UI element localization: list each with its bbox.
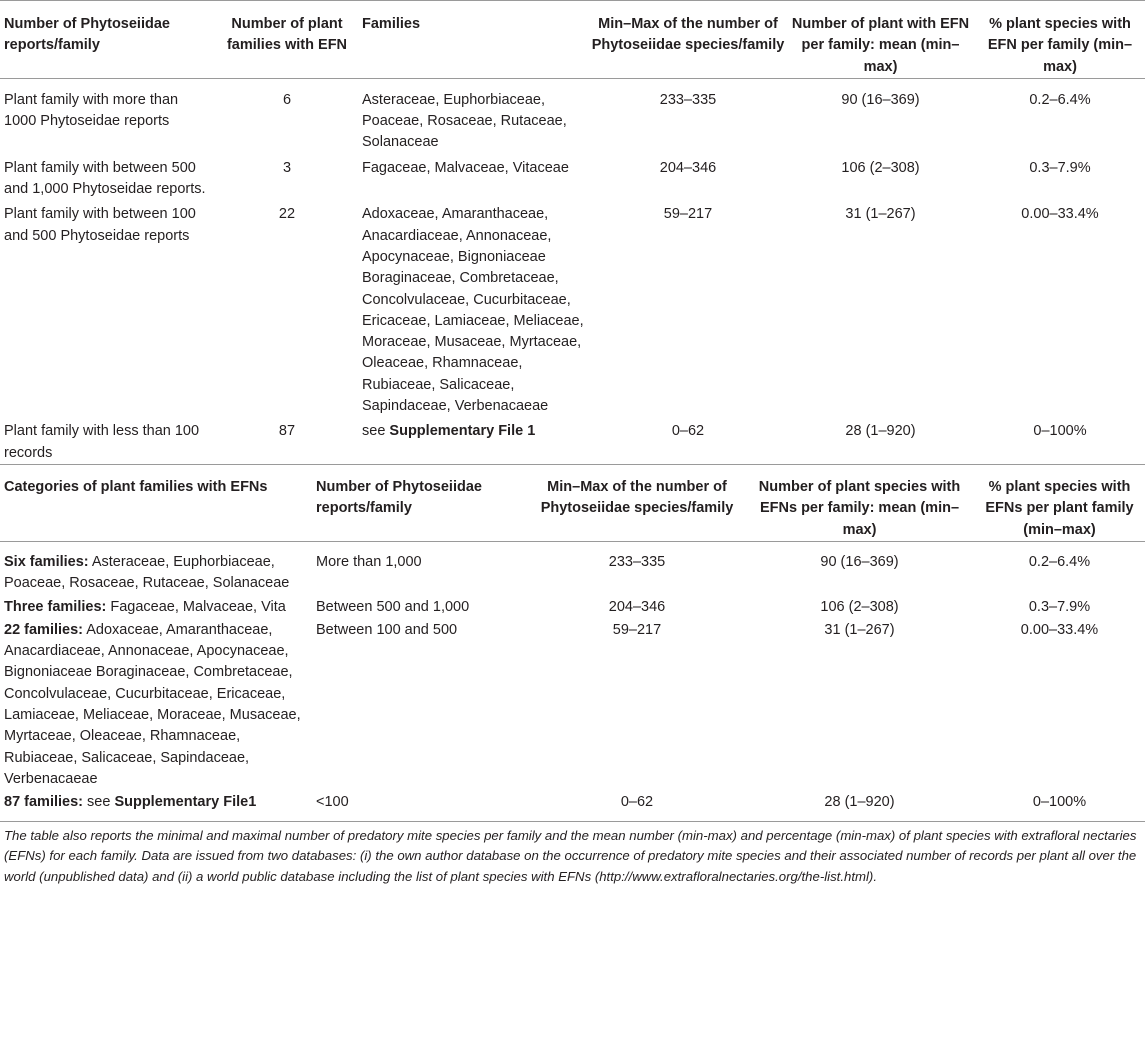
- row-category: Plant family with between 100 and 500 Phytoseidae reports: [4, 206, 196, 244]
- row-mean: 90 (16–369): [841, 91, 920, 108]
- table-phytoseiidae-reports: [0, 0, 1145, 464]
- header-percent-species: % plant species with EFNs per plant family (min–max): [985, 478, 1134, 538]
- row-reports: <100: [316, 794, 349, 811]
- row-category: [0, 595, 316, 618]
- table-header-row: [0, 1, 1145, 79]
- row-families: [362, 154, 590, 201]
- table-row: [0, 618, 1145, 790]
- table-row: [0, 417, 1145, 464]
- table-header-row: [0, 464, 1145, 541]
- row-min-max: 59–217: [612, 621, 662, 638]
- row-category: [0, 541, 316, 594]
- row-family-count: 87: [278, 423, 296, 440]
- row-percent: 0.00–33.4%: [1021, 206, 1099, 223]
- row-mean: 31 (1–267): [824, 621, 895, 638]
- row-category: Plant family with between 500 and 1,000 Phytoseidae reports.: [4, 159, 206, 198]
- row-min-max: 0–62: [620, 794, 654, 811]
- families-text: Adoxaceae, Amaranthaceae, Anacardiaceae, Annonaceae, Apocynaceae, Bignoniaceae Boraginaceae, Combretaceae, Concolvulaceae, Cucurbitaceae, Ericaceae, Lamiaceae, Meliaceae, Moraceae, Musaceae, Myrtaceae, Oleaceae, Rhamnaceae, Rubiaceae, Salicaceae, Sapindaceae, Verbenacaeae: [362, 206, 584, 415]
- header-min-max-species: Min–Max of the number of Phytoseiidae species/family: [540, 478, 734, 517]
- row-families: [362, 417, 590, 464]
- table-row: [0, 154, 1145, 201]
- table-row: [0, 595, 1145, 618]
- families-text: Asteraceae, Euphorbiaceae, Poaceae, Rosaceae, Rutaceae, Solanaceae: [362, 91, 567, 151]
- row-families: [362, 200, 590, 417]
- header-plant-families-count: Number of plant families with EFN: [226, 16, 348, 54]
- row-percent: 0.3–7.9%: [1028, 598, 1091, 615]
- row-min-max: 59–217: [663, 206, 713, 223]
- category-label-bold: 22 families:: [4, 621, 83, 638]
- category-label-text: see: [83, 794, 115, 811]
- header-min-max-species: Min–Max of the number of Phytoseiidae species/family: [591, 16, 785, 54]
- row-mean: 28 (1–920): [824, 794, 895, 811]
- row-family-count: 3: [282, 159, 292, 176]
- category-label-bold: Three families:: [4, 598, 107, 615]
- row-category: [0, 618, 316, 790]
- table-row: [0, 541, 1145, 594]
- category-label-text: Fagaceae, Malvaceae, Vita: [106, 598, 286, 615]
- table-caption: The table also reports the minimal and maximal number of predatory mite species per family and the mean number (min-max) and percentage (min-max) of plant species with extrafloral nectaries (EFNs) for each family. Data are issued from two databases: (i) the own author database on the occurrence of predatory mite species and their associated number of records per plant all over the world (unpublished data) and (ii) a world public database including the list of plant species with EFNs (http://www.extrafloralnectaries.org/the-list.html).: [0, 821, 1145, 888]
- row-mean: 106 (2–308): [820, 598, 899, 615]
- header-categories: Categories of plant families with EFNs: [4, 478, 268, 495]
- row-percent: 0.2–6.4%: [1029, 91, 1091, 108]
- row-percent: 0.2–6.4%: [1028, 553, 1091, 570]
- header-mean-plants: Number of plant with EFN per family: mean (min–max): [791, 16, 970, 75]
- row-min-max: 204–346: [659, 159, 717, 176]
- row-mean: 31 (1–267): [845, 206, 916, 223]
- row-category: Plant family with more than 1000 Phytoseidae reports: [4, 91, 179, 130]
- row-mean: 106 (2–308): [841, 159, 920, 176]
- row-family-count: 6: [282, 91, 292, 108]
- row-mean: 28 (1–920): [845, 423, 916, 440]
- row-min-max: 233–335: [608, 553, 666, 570]
- header-families: Families: [362, 16, 421, 32]
- row-min-max: 204–346: [608, 598, 666, 615]
- category-label-text: Adoxaceae, Amaranthaceae, Anacardiaceae, Annonaceae, Apocynaceae, Bignoniaceae Boraginaceae, Combretaceae, Concolvulaceae, Cucurbitaceae, Ericaceae, Lamiaceae, Meliaceae, Moraceae, Musaceae, Myrtaceae, Oleaceae, Rhamnaceae, Rubiaceae, Salicaceae, Sapindaceae, Verbenacaeae: [4, 621, 301, 787]
- row-min-max: 0–62: [671, 423, 705, 440]
- row-family-count: 22: [278, 206, 296, 223]
- row-category: [0, 790, 316, 820]
- category-label-bold: 87 families:: [4, 794, 83, 811]
- table-efn-categories: [0, 464, 1145, 821]
- row-percent: 0–100%: [1033, 423, 1087, 440]
- table-row: [0, 78, 1145, 153]
- header-mean-plant-species: Number of plant species with EFNs per family: mean (min–max): [758, 478, 961, 538]
- category-label-tail-bold: Supplementary File1: [114, 794, 257, 811]
- row-families: [362, 78, 590, 153]
- row-percent: 0.3–7.9%: [1029, 159, 1091, 176]
- row-min-max: 233–335: [659, 91, 717, 108]
- families-text: Fagaceae, Malvaceae, Vitaceae: [362, 159, 569, 176]
- row-percent: 0–100%: [1032, 794, 1087, 811]
- header-reports-per-family: Number of Phytoseiidae reports/family: [316, 478, 482, 517]
- families-text: see: [362, 423, 390, 440]
- category-label-bold: Six families:: [4, 553, 89, 570]
- row-reports: Between 100 and 500: [316, 621, 458, 638]
- row-category: Plant family with less than 100 records: [4, 423, 200, 461]
- category-label-text: Asteraceae, Euphorbiaceae, Poaceae, Rosaceae, Rutaceae, Solanaceae: [4, 553, 290, 592]
- table-row: [0, 790, 1145, 820]
- families-bold-text: Supplementary File 1: [389, 423, 536, 440]
- header-reports-per-family: Number of Phytoseiidae reports/family: [4, 16, 170, 54]
- table-row: [0, 200, 1145, 417]
- row-reports: Between 500 and 1,000: [316, 598, 470, 615]
- row-percent: 0.00–33.4%: [1020, 621, 1099, 638]
- row-reports: More than 1,000: [316, 553, 422, 570]
- row-mean: 90 (16–369): [820, 553, 899, 570]
- header-percent-species: % plant species with EFN per family (min–max): [987, 16, 1133, 75]
